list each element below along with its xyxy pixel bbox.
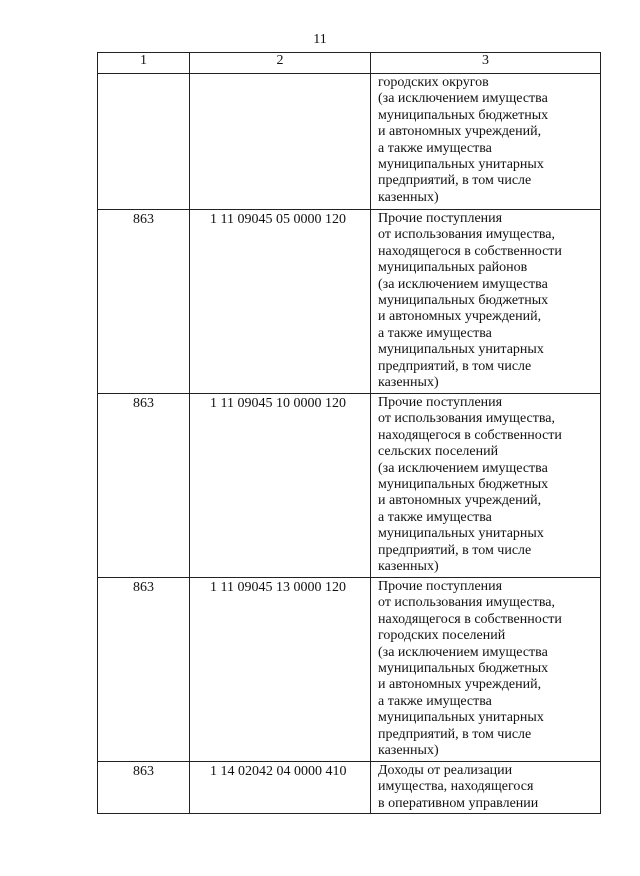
- admin-code-cell: 863: [98, 394, 190, 578]
- description-cell: [371, 210, 601, 394]
- table-row: [98, 394, 601, 578]
- budget-classification-table: [97, 52, 601, 814]
- header-cell-2: 2: [190, 53, 371, 74]
- description-line: а также имущества: [378, 140, 492, 156]
- description-line: муниципальных унитарных: [378, 710, 544, 726]
- table-row: [98, 210, 601, 394]
- description-line: находящегося в собственности: [378, 611, 562, 627]
- description-line: а также имущества: [378, 325, 492, 341]
- description-line: от использования имущества,: [378, 595, 555, 611]
- description-line: от использования имущества,: [378, 411, 555, 427]
- description-line: предприятий, в том числе: [378, 542, 532, 558]
- admin-code-cell: 863: [98, 578, 190, 762]
- description-line: муниципальных унитарных: [378, 342, 544, 358]
- description-line: имущества, находящегося: [378, 779, 534, 795]
- description-line: Прочие поступления: [378, 579, 503, 594]
- description-line: (за исключением имущества: [378, 460, 548, 476]
- table-row: [98, 578, 601, 762]
- description-line: а также имущества: [378, 693, 492, 709]
- admin-code-cell: 863: [98, 210, 190, 394]
- table-header-row: [98, 53, 601, 74]
- description-line: муниципальных унитарных: [378, 157, 544, 173]
- revenue-code-cell: 1 11 09045 05 0000 120: [190, 210, 371, 394]
- header-cell-1: 1: [98, 53, 190, 74]
- description-line: муниципальных районов: [378, 260, 528, 276]
- description-line: муниципальных бюджетных: [378, 107, 549, 123]
- description-line: муниципальных бюджетных: [378, 661, 549, 677]
- description-line: находящегося в собственности: [378, 427, 562, 443]
- description-cell: [371, 394, 601, 578]
- description-line: муниципальных бюджетных: [378, 477, 549, 493]
- revenue-code-cell: 1 11 09045 13 0000 120: [190, 578, 371, 762]
- description-line: городских округов: [378, 75, 489, 90]
- description-line: от использования имущества,: [378, 227, 555, 243]
- description-line: и автономных учреждений,: [378, 493, 542, 509]
- description-line: (за исключением имущества: [378, 91, 548, 107]
- description-line: казенных): [378, 559, 439, 575]
- description-line: в оперативном управлении: [378, 795, 539, 811]
- description-line: Доходы от реализации: [378, 763, 513, 778]
- description-line: казенных): [378, 375, 439, 391]
- page-number: 11: [313, 32, 327, 47]
- table-row: [98, 74, 601, 210]
- description-cell: [371, 578, 601, 762]
- description-cell: [371, 762, 601, 814]
- description-line: городских поселений: [378, 628, 506, 644]
- table-row: [98, 762, 601, 814]
- admin-code-cell: 863: [98, 762, 190, 814]
- description-line: предприятий, в том числе: [378, 173, 532, 189]
- description-line: и автономных учреждений,: [378, 309, 542, 325]
- description-line: казенных): [378, 189, 439, 205]
- description-line: и автономных учреждений,: [378, 124, 542, 140]
- description-line: Прочие поступления: [378, 395, 503, 410]
- description-line: казенных): [378, 743, 439, 759]
- revenue-code-cell: [190, 74, 371, 210]
- description-line: предприятий, в том числе: [378, 358, 532, 374]
- description-line: Прочие поступления: [378, 211, 503, 226]
- revenue-code-cell: 1 11 09045 10 0000 120: [190, 394, 371, 578]
- revenue-code-cell: 1 14 02042 04 0000 410: [190, 762, 371, 814]
- description-line: муниципальных унитарных: [378, 526, 544, 542]
- header-cell-3: 3: [371, 53, 601, 74]
- description-line: находящегося в собственности: [378, 243, 562, 259]
- description-cell: [371, 74, 601, 210]
- description-line: и автономных учреждений,: [378, 677, 542, 693]
- description-line: предприятий, в том числе: [378, 726, 532, 742]
- description-line: сельских поселений: [378, 444, 499, 460]
- description-line: муниципальных бюджетных: [378, 293, 549, 309]
- description-line: (за исключением имущества: [378, 644, 548, 660]
- description-line: а также имущества: [378, 509, 492, 525]
- admin-code-cell: [98, 74, 190, 210]
- description-line: (за исключением имущества: [378, 276, 548, 292]
